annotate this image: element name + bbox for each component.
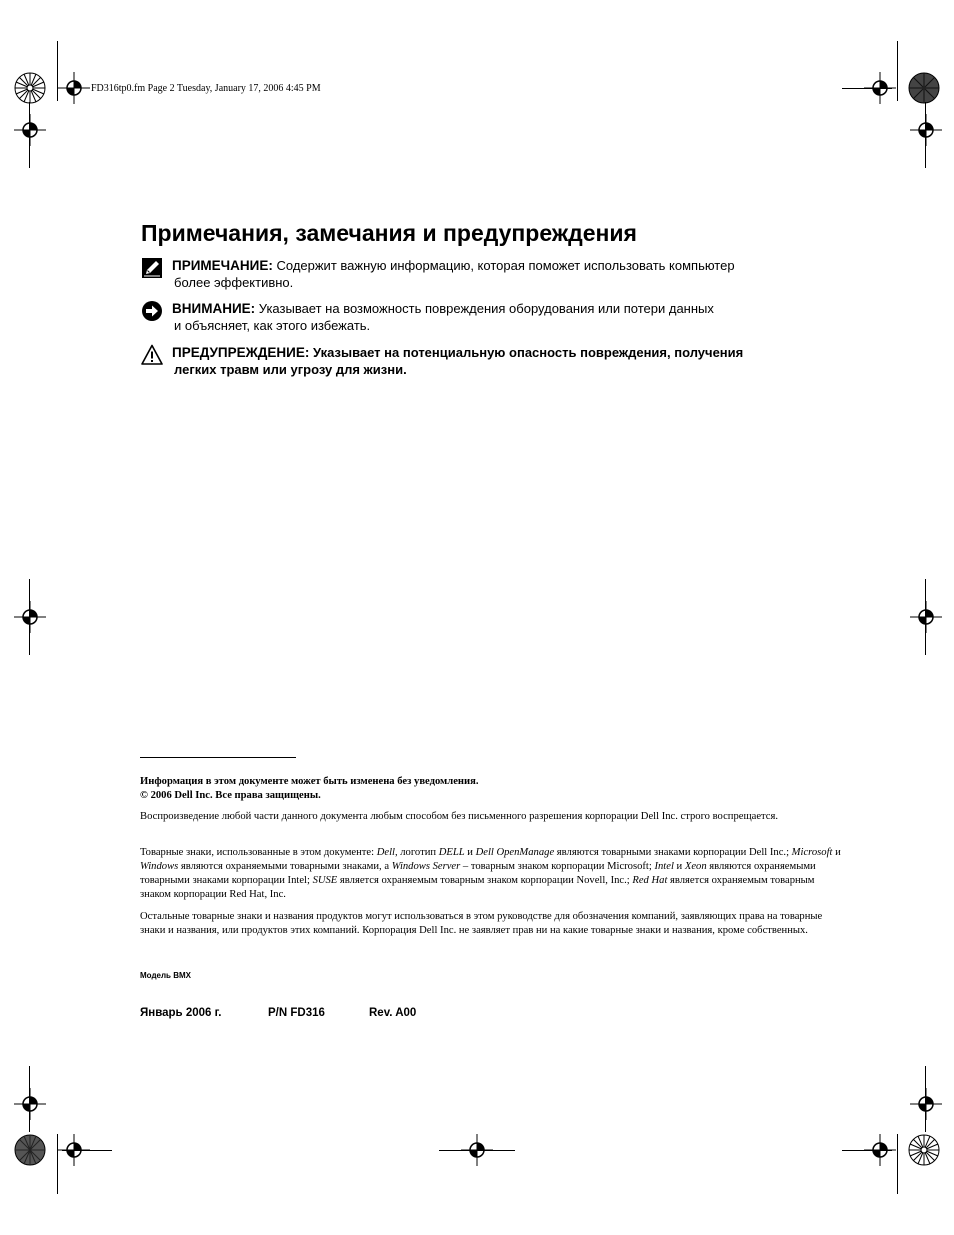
arrow-circle-icon <box>141 300 163 322</box>
trademark-windows-server: Windows Server <box>391 861 461 872</box>
color-wheel-icon <box>14 72 46 104</box>
trademark-windows: Windows <box>140 861 179 872</box>
trademark-text: является охраняемым товарным знаком корпорации Red Hat, Inc. <box>140 875 815 900</box>
registration-target-icon <box>910 601 942 633</box>
registration-target-icon <box>14 601 46 633</box>
warning-block <box>141 344 821 380</box>
trademark-text: , логотип <box>394 847 439 858</box>
registration-target-icon <box>14 114 46 146</box>
trademark-dell: Dell <box>376 847 395 858</box>
note-label: ПРИМЕЧАНИЕ: <box>172 258 273 273</box>
page-title: Примечания, замечания и предупреждения <box>141 220 637 246</box>
trademark-text: являются товарными знаками корпорации Dell Inc.; <box>554 847 792 858</box>
note-block <box>141 257 821 293</box>
warning-triangle-icon <box>141 344 163 366</box>
footer-part-number: P/N FD316 <box>268 1007 325 1019</box>
pencil-note-icon <box>141 257 163 279</box>
trademark-intel: Intel <box>654 861 674 872</box>
color-wheel-icon <box>908 1134 940 1166</box>
legal-notice <box>140 775 842 803</box>
note-text-line2: более эффективно. <box>174 275 294 290</box>
trademark-dell-logo: DELL <box>438 847 465 858</box>
warning-text-line2: легких травм или угрозу для жизни. <box>174 362 407 377</box>
registration-target-icon <box>14 1088 46 1120</box>
trademark-microsoft: Microsoft <box>791 847 833 858</box>
info-line: Информация в этом документе может быть изменена без уведомления. <box>140 776 479 787</box>
caution-label: ВНИМАНИЕ: <box>172 301 256 316</box>
trademark-xeon: Xeon <box>684 861 707 872</box>
warning-text-line1: Указывает на потенциальную опасность повреждения, получения <box>313 345 744 360</box>
warning-label: ПРЕДУПРЕЖДЕНИЕ: <box>172 345 310 360</box>
trademark-openmanage: Dell OpenManage <box>475 847 555 858</box>
registration-target-icon <box>910 1088 942 1120</box>
note-text-line1: Содержит важную информацию, которая поможет использовать компьютер <box>276 258 735 273</box>
trademark-text: является охраняемым товарным знаком корпорации Novell, Inc.; <box>337 875 633 886</box>
trademark-suse: SUSE <box>312 875 338 886</box>
trademarks-paragraph <box>140 846 842 902</box>
trademark-redhat: Red Hat <box>632 875 668 886</box>
other-marks-paragraph <box>140 910 842 938</box>
other-marks-text: Остальные товарные знаки и названия продуктов могут использоваться в этом руководстве для обозначения компаний, заявляющих права на товарные знаки и названия, или продуктов этих компаний. Корпорация Dell Inc. не заявляет прав ни на какие товарные знаки и названия, кроме собственных. <box>140 911 823 936</box>
trademark-text: и <box>832 847 841 858</box>
footer-date: Январь 2006 г. <box>140 1007 222 1019</box>
trademark-text: и <box>464 847 476 858</box>
color-wheel-icon <box>14 1134 46 1166</box>
trademark-text: – товарным знаком корпорации Microsoft; <box>460 861 655 872</box>
reproduction-paragraph <box>140 810 842 824</box>
caution-text-line2: и объясняет, как этого избежать. <box>174 318 371 333</box>
footer-revision: Rev. A00 <box>369 1007 417 1019</box>
footnote-divider <box>140 757 296 758</box>
model-label: Модель BMX <box>140 971 191 980</box>
trademark-text: и <box>673 861 685 872</box>
reproduction-text: Воспроизведение любой части данного документа любым способом без письменного разрешения корпорации Dell Inc. строго воспрещается. <box>140 811 778 822</box>
trademark-text: являются охраняемыми товарными знаками, а <box>178 861 392 872</box>
registration-target-icon <box>910 114 942 146</box>
copyright-line: © 2006 Dell Inc. Все права защищены. <box>140 790 321 801</box>
color-wheel-icon <box>908 72 940 104</box>
trademark-text: Товарные знаки, использованные в этом документе: <box>140 847 377 858</box>
caution-block <box>141 300 821 336</box>
trademark-text: являются охраняемыми товарными знаками корпорации Intel; <box>140 861 816 886</box>
caution-text-line1: Указывает на возможность повреждения оборудования или потери данных <box>258 301 714 316</box>
print-header: FD316tp0.fm Page 2 Tuesday, January 17, 2006 4:45 PM <box>91 83 321 94</box>
registration-target-icon <box>58 72 90 104</box>
